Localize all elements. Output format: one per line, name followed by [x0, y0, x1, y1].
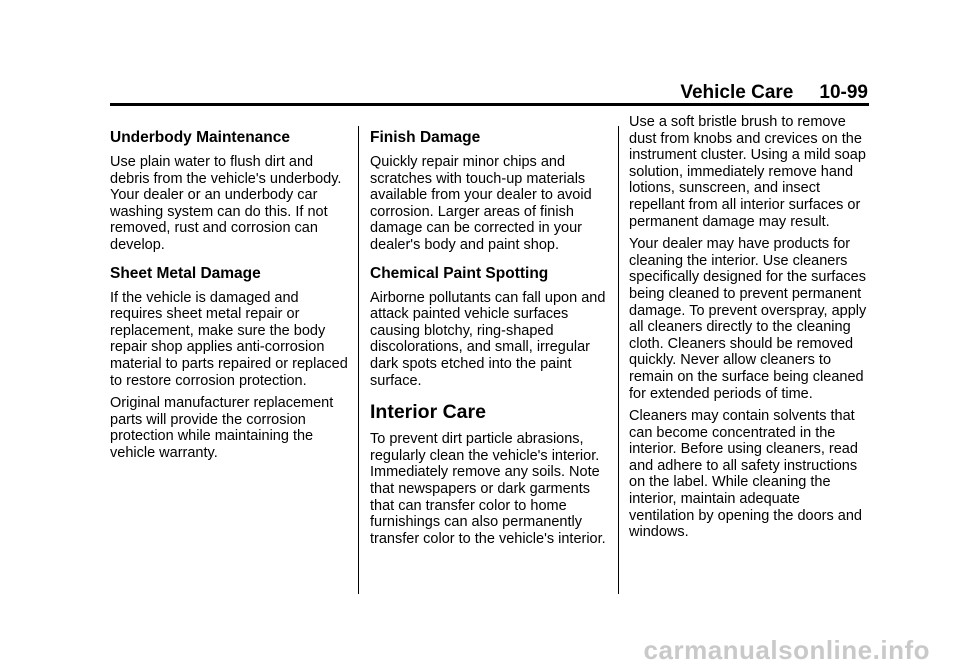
paragraph: Cleaners may contain solvents that can become concentrated in the interior. Before using cleaners, read and adhere to all safety instructions on the label. While cleaning the interior, maintain adequate ventilation by opening the doors and windows. [629, 408, 862, 541]
paragraph: Use plain water to flush dirt and debris from the vehicle's underbody. Your dealer or an underbody car washing system can do this. If not removed, rust and corrosion can develop. [110, 154, 342, 253]
column-middle [370, 118, 610, 553]
paragraph: Quickly repair minor chips and scratches with touch-up materials available from your dealer to avoid corrosion. Larger areas of finish damage can be corrected in your dealer's body and paint shop. [370, 154, 592, 253]
paragraph: Original manufacturer replacement parts will provide the corrosion protection while maintaining the vehicle warranty. [110, 395, 334, 461]
paragraph: Your dealer may have products for cleaning the interior. Use cleaners specifically designed for the surfaces being cleaned to prevent permanent damage. To prevent overspray, apply all cleaners directly to the cleaning cloth. Cleaners should be removed quickly. Never allow cleaners to remain on the surface being cleaned for extended periods of time. [629, 236, 867, 402]
section-title: Vehicle Care [680, 82, 794, 103]
heading-sheet-metal-damage: Sheet Metal Damage [110, 264, 261, 282]
heading-interior-care: Interior Care [370, 401, 486, 424]
heading-finish-damage: Finish Damage [370, 129, 481, 146]
heading-chemical-paint-spotting: Chemical Paint Spotting [370, 264, 549, 282]
paragraph: If the vehicle is damaged and requires sheet metal repair or replacement, make sure the body repair shop applies anti-corrosion material to parts repaired or replaced to restore corrosion protection. [110, 289, 348, 389]
watermark: carmanualsonline.info [643, 635, 930, 665]
paragraph: Use a soft bristle brush to remove dust from knobs and crevices on the instrument cluster. Using a mild soap solution, immediately remove hand lotions, sunscreen, and insect repellant from all interior surfaces or permanent damage may result. [629, 114, 866, 230]
column-divider [358, 126, 359, 594]
paragraph: To prevent dirt particle abrasions, regularly clean the vehicle's interior. Immediately remove any soils. Note that newspapers or dark garments that can transfer color to home furnishings can also permanently transfer color to the vehicle's interior. [370, 431, 606, 547]
column-divider [618, 126, 619, 594]
column-right [629, 114, 869, 547]
page-header [680, 82, 868, 104]
paragraph: Airborne pollutants can fall upon and attack painted vehicle surfaces causing blotchy, ring-shaped discolorations, and small, irregular dark spots etched into the paint surface. [370, 289, 606, 389]
column-left [110, 118, 350, 468]
heading-underbody-maintenance: Underbody Maintenance [110, 129, 290, 146]
page-number: 10-99 [819, 82, 868, 103]
header-rule [110, 103, 869, 106]
